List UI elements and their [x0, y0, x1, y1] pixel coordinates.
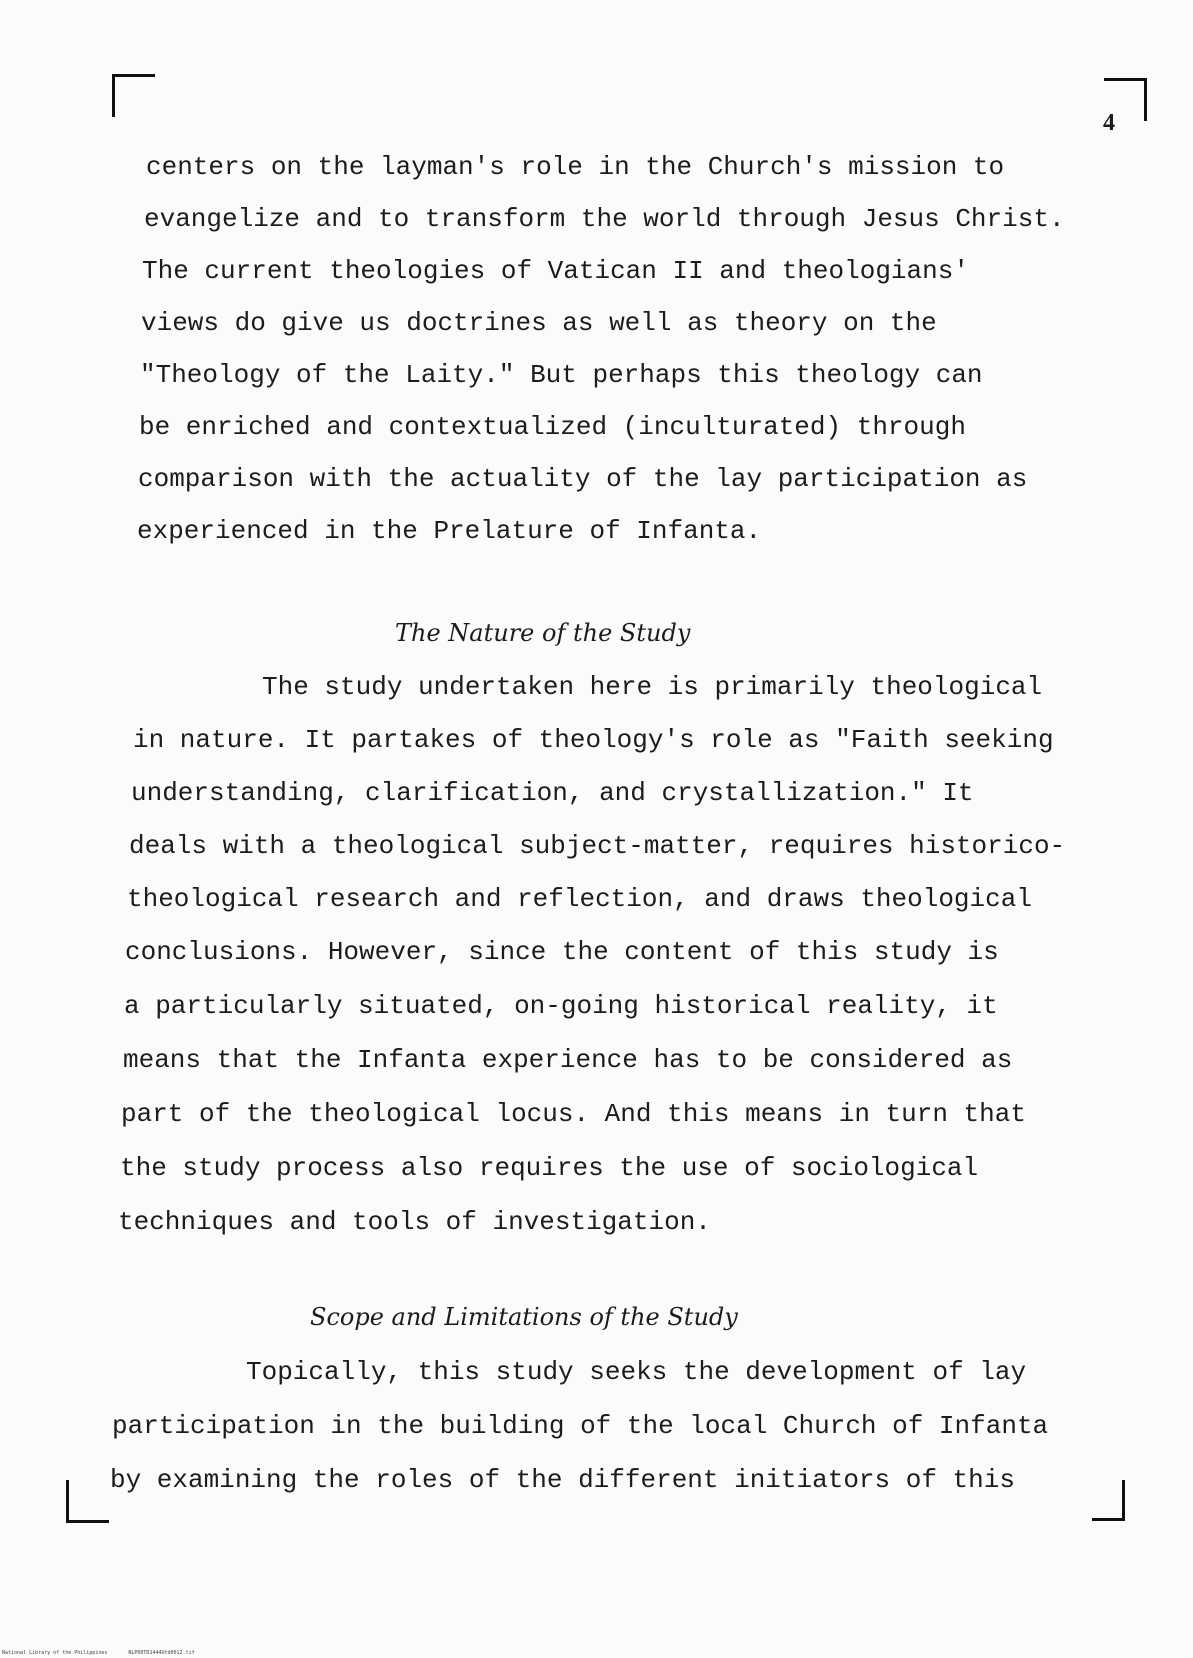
text-line: centers on the layman's role in the Church's mission to: [146, 152, 1005, 182]
file-name: NLP00TD1444Utd0012.tif: [128, 1650, 195, 1656]
section-heading: Scope and Limitations of the Study: [310, 1303, 738, 1331]
text-line: participation in the building of the local Church of Infanta: [112, 1411, 1049, 1441]
scan-footer: [2, 1650, 213, 1656]
section-heading: The Nature of the Study: [395, 619, 691, 647]
text-line: the study process also requires the use of sociological: [120, 1153, 979, 1183]
text-line: comparison with the actuality of the lay participation as: [138, 464, 1028, 494]
text-line: by examining the roles of the different initiators of this: [110, 1465, 1015, 1495]
text-line: theological research and reflection, and draws theological: [127, 884, 1032, 914]
text-line: understanding, clarification, and crystallization." It: [131, 778, 974, 808]
text-line: The study undertaken here is primarily theological: [262, 672, 1043, 702]
text-line: techniques and tools of investigation.: [118, 1207, 711, 1237]
crop-mark-top-left: [112, 74, 155, 117]
library-name: National Library of the Philippines: [2, 1650, 108, 1656]
text-line: be enriched and contextualized (inculturated) through: [139, 412, 966, 442]
text-line: "Theology of the Laity." But perhaps this theology can: [140, 360, 983, 390]
text-line: evangelize and to transform the world through Jesus Christ.: [144, 204, 1065, 234]
text-line: Topically, this study seeks the development of lay: [246, 1357, 1027, 1387]
text-line: The current theologies of Vatican II and theologians': [142, 256, 969, 286]
text-line: a particularly situated, on-going historical reality, it: [124, 991, 998, 1021]
text-line: experienced in the Prelature of Infanta.: [137, 516, 762, 546]
text-line: part of the theological locus. And this means in turn that: [121, 1099, 1026, 1129]
text-line: means that the Infanta experience has to be considered as: [123, 1045, 1013, 1075]
text-line: in nature. It partakes of theology's role as "Faith seeking: [133, 725, 1054, 755]
crop-mark-bottom-left: [66, 1480, 109, 1523]
page-number: 4: [1103, 110, 1115, 136]
text-line: deals with a theological subject-matter, requires historico-: [129, 831, 1066, 861]
crop-mark-bottom-right: [1092, 1480, 1125, 1521]
text-line: views do give us doctrines as well as theory on the: [141, 308, 937, 338]
text-line: conclusions. However, since the content of this study is: [125, 937, 999, 967]
